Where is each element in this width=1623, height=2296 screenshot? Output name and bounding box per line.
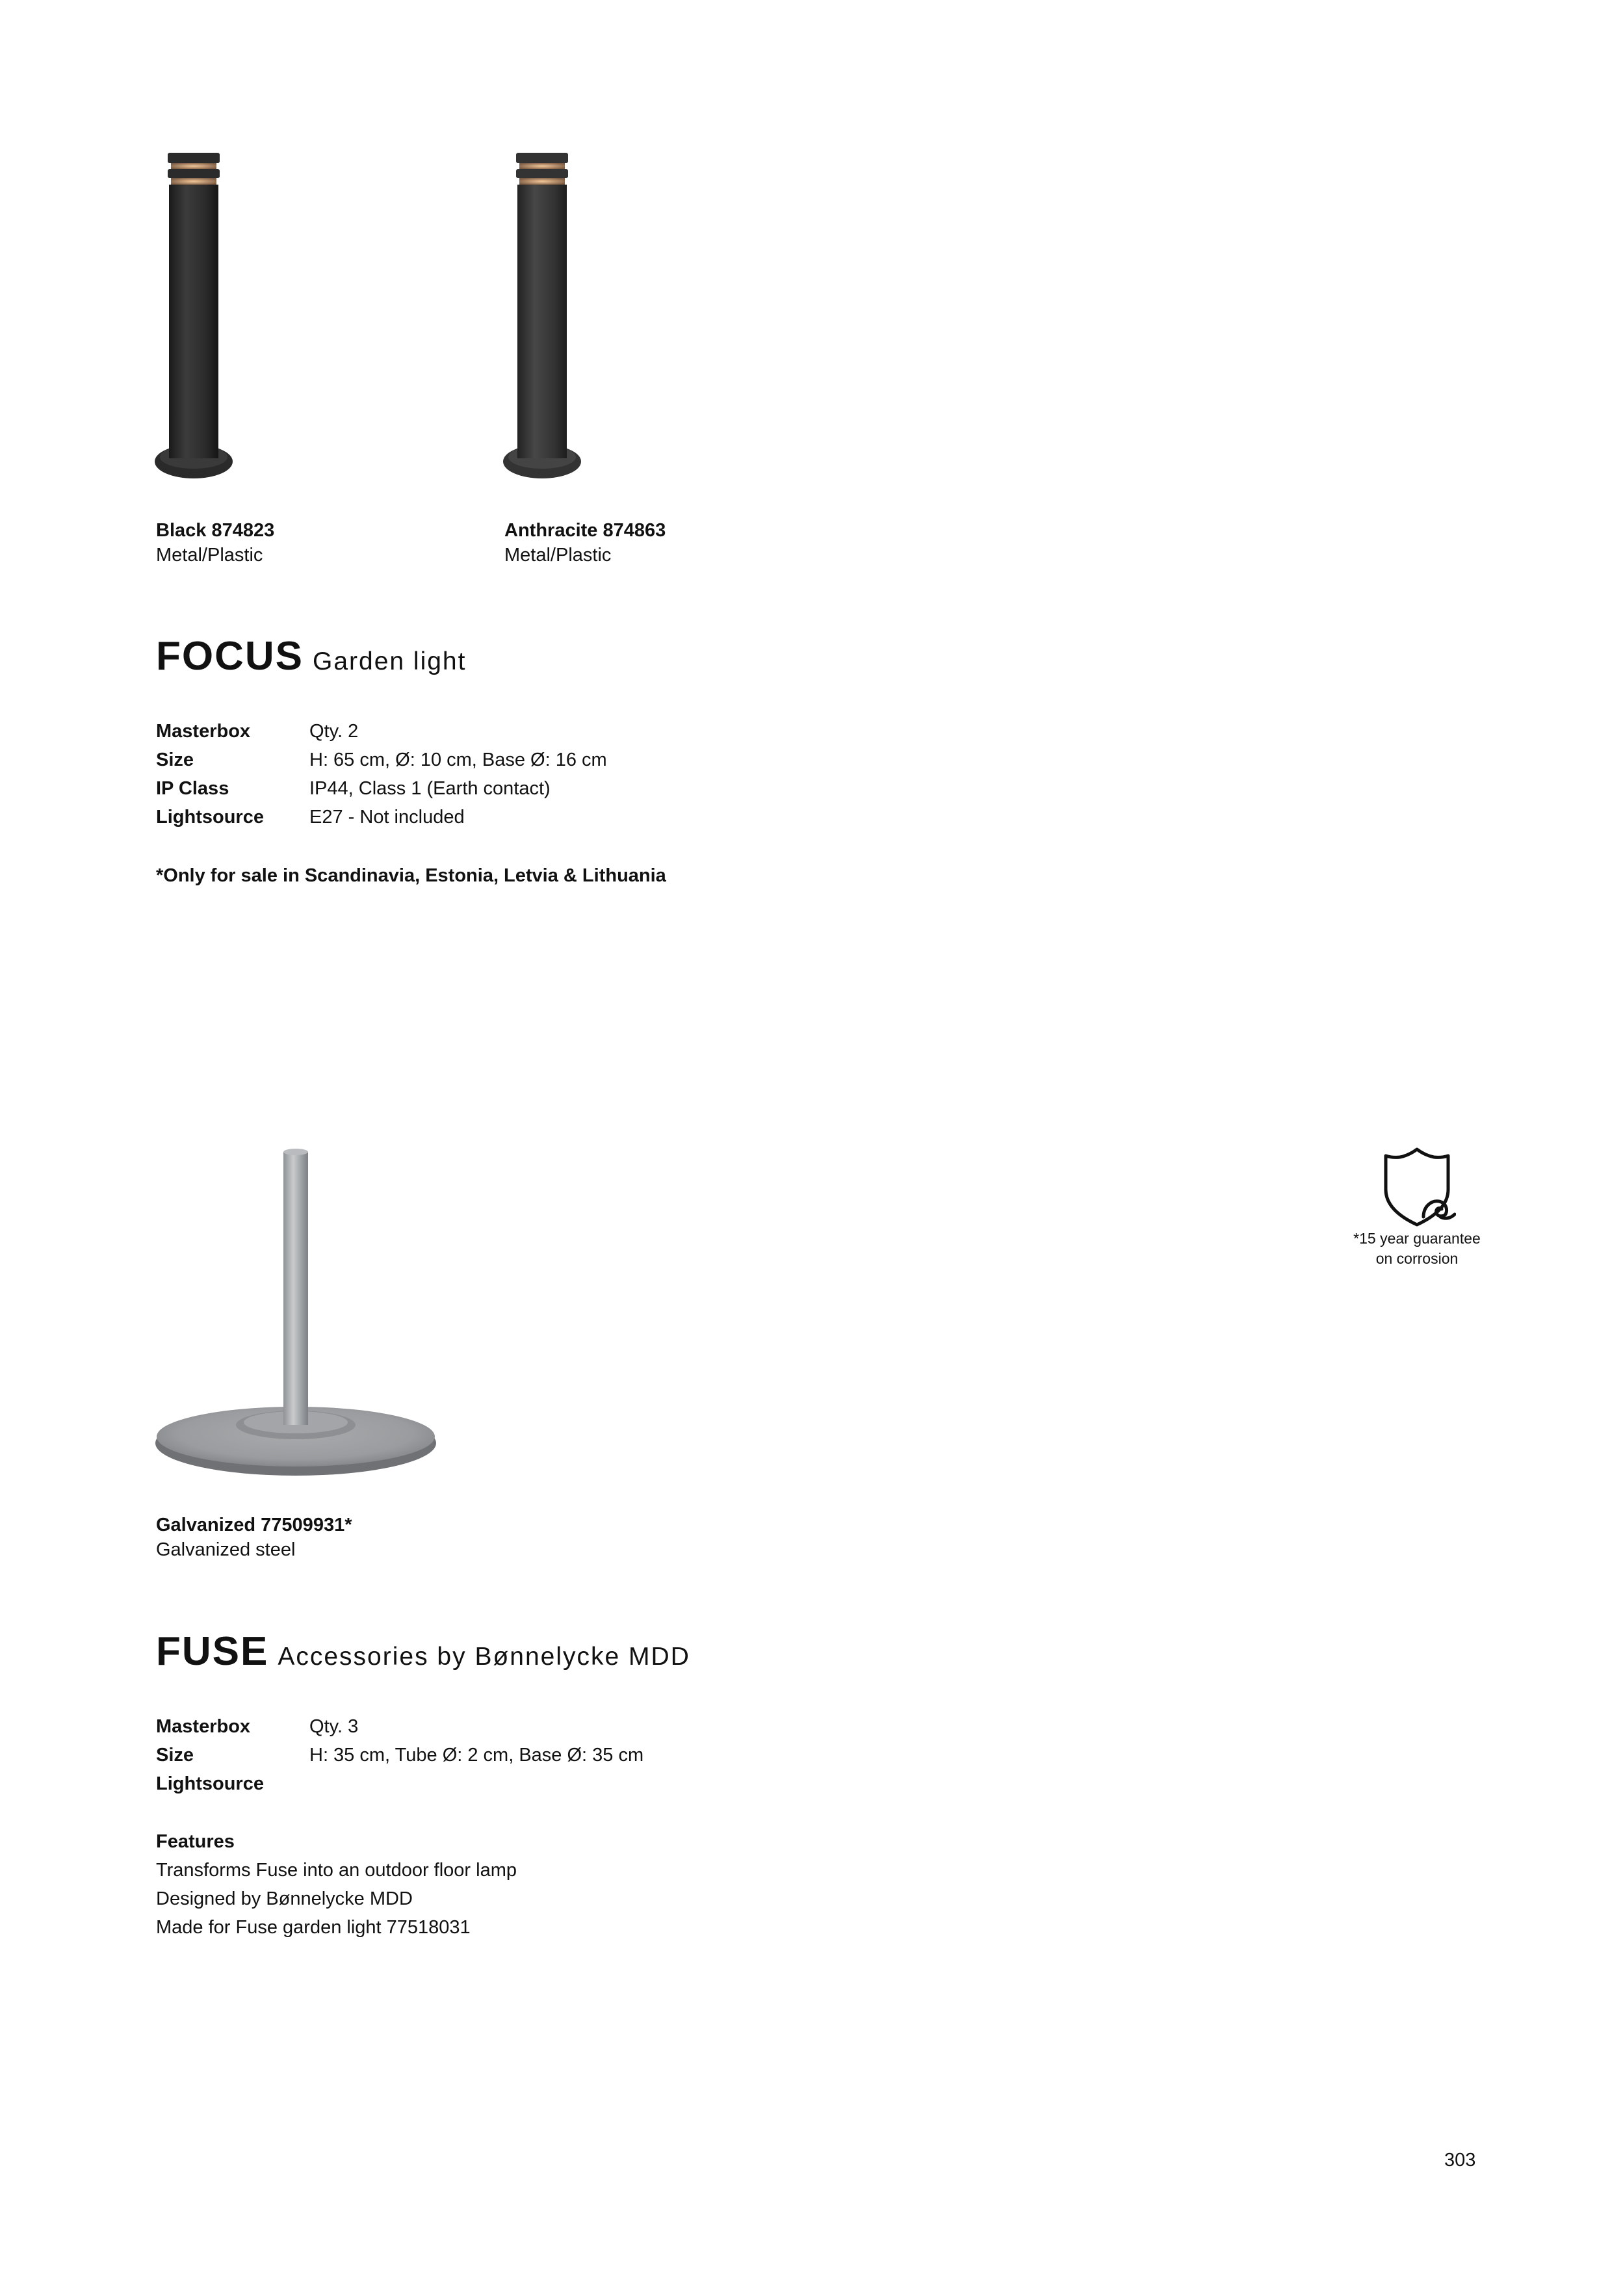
focus-sale-note: *Only for sale in Scandinavia, Estonia, Letvia & Lithuania (156, 865, 666, 886)
focus-title: FOCUS (156, 634, 304, 679)
spec-label: Lightsource (156, 1773, 264, 1794)
page-number: 303 (1444, 2150, 1476, 2171)
focus-product-title (156, 633, 466, 679)
fuse-features (156, 1827, 517, 1942)
spec-value: IP44, Class 1 (Earth contact) (309, 778, 551, 799)
guarantee-line-2: on corrosion (1375, 1250, 1459, 1267)
spec-label: Masterbox (156, 1716, 251, 1737)
spec-row (156, 717, 607, 746)
variant-material: Metal/Plastic (504, 545, 612, 566)
spec-value: Qty. 2 (309, 721, 359, 742)
spec-value: E27 - Not included (309, 807, 465, 828)
guarantee-line-1: *15 year guarantee (1353, 1230, 1481, 1247)
focus-variant-anthracite (504, 518, 666, 567)
guarantee-badge (1332, 1144, 1501, 1269)
fuse-variant-galvanized (156, 1513, 352, 1562)
fuse-spec-table (156, 1712, 643, 1798)
spec-label: Masterbox (156, 721, 251, 742)
variant-material: Galvanized steel (156, 1539, 296, 1560)
features-item: Transforms Fuse into an outdoor floor lamp (156, 1860, 517, 1881)
spec-row (156, 746, 607, 774)
fuse-title: FUSE (156, 1629, 269, 1674)
features-item: Designed by Bønnelycke MDD (156, 1888, 413, 1909)
focus-subtitle: Garden light (313, 647, 467, 675)
fuse-galvanized-base-image (149, 1144, 442, 1482)
spec-row (156, 1769, 643, 1798)
fuse-subtitle: Accessories by Bønnelycke MDD (278, 1643, 690, 1671)
spec-row (156, 1741, 643, 1769)
variant-name: Galvanized 77509931* (156, 1515, 352, 1535)
spec-value: H: 65 cm, Ø: 10 cm, Base Ø: 16 cm (309, 750, 607, 770)
variant-material: Metal/Plastic (156, 545, 263, 566)
shield-wave-icon (1378, 1144, 1456, 1229)
focus-variant-black (156, 518, 274, 567)
spec-label: Size (156, 750, 194, 770)
variant-name: Anthracite 874863 (504, 520, 666, 541)
focus-spec-table (156, 717, 607, 831)
focus-black-bollard-image (149, 146, 240, 491)
focus-anthracite-bollard-image (498, 146, 589, 491)
fuse-product-title (156, 1628, 690, 1675)
spec-value: Qty. 3 (309, 1716, 359, 1737)
spec-label: IP Class (156, 778, 229, 799)
spec-value (309, 1769, 643, 1798)
spec-label: Size (156, 1745, 194, 1766)
spec-value: H: 35 cm, Tube Ø: 2 cm, Base Ø: 35 cm (309, 1745, 644, 1766)
variant-name: Black 874823 (156, 520, 275, 541)
spec-row (156, 1712, 643, 1741)
features-item: Made for Fuse garden light 77518031 (156, 1917, 471, 1938)
features-heading: Features (156, 1831, 235, 1852)
spec-label: Lightsource (156, 807, 264, 828)
spec-row (156, 803, 607, 831)
spec-row (156, 774, 607, 803)
